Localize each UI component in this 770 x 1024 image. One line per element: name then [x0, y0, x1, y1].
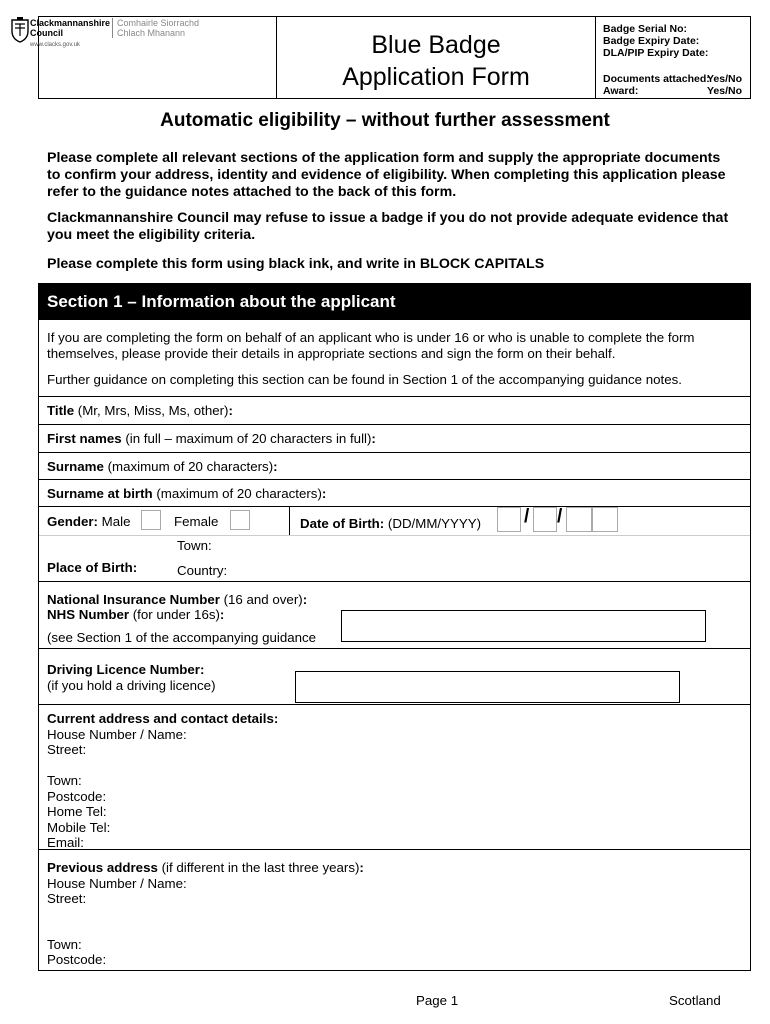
gender-male-checkbox[interactable] — [141, 510, 161, 530]
section-1-notes — [39, 320, 750, 396]
previous-town-label[interactable]: Town: — [47, 937, 82, 952]
council-logo-cell — [30, 17, 276, 98]
previous-house-label[interactable]: House Number / Name: — [47, 876, 187, 891]
current-address-label: Current address and contact details: — [47, 711, 279, 726]
award-label: Award: — [603, 85, 639, 97]
gender-label: Gender: Male — [47, 514, 131, 529]
footer-region: Scotland — [669, 993, 721, 1008]
dob-label: Date of Birth: (DD/MM/YYYY) — [300, 516, 481, 531]
gender-female-checkbox[interactable] — [230, 510, 250, 530]
email-label[interactable]: Email: — [47, 835, 84, 850]
dob-year-box-1[interactable] — [566, 507, 592, 532]
form-title-cell — [276, 17, 596, 98]
documents-attached-label: Documents attached: — [603, 73, 710, 85]
dob-month-box[interactable] — [533, 507, 557, 532]
page-number: Page 1 — [416, 993, 459, 1008]
intro-paragraph-2: Clackmannanshire Council may refuse to issue a badge if you do not provide adequate evidence that you meet the eligibility criteria. — [47, 210, 729, 243]
award-yesno: Yes/No — [706, 85, 742, 97]
surname-at-birth-field[interactable]: Surname at birth (maximum of 20 characters): — [47, 486, 327, 501]
place-of-birth-row — [39, 535, 750, 581]
section-note-1: If you are completing the form on behalf of an applicant who is under 16 or who is unable to complete the form themselves, please provide their details in appropriate sections and sign the form on their behalf. — [47, 330, 695, 361]
female-label: Female — [174, 514, 219, 529]
council-url[interactable]: www.clacks.gov.uk — [30, 42, 80, 48]
ni-number-label: National Insurance Number (16 and over): — [47, 592, 308, 607]
driving-licence-row — [39, 648, 750, 700]
driving-licence-input[interactable] — [295, 671, 680, 703]
form-title: Blue Badge Application Form — [342, 31, 530, 91]
council-crest-icon — [9, 17, 31, 43]
form-header — [30, 16, 751, 99]
driving-licence-hint: (if you hold a driving licence) — [47, 678, 216, 693]
title-row[interactable] — [39, 396, 750, 424]
section-1-heading: Section 1 – Information about the applicant — [39, 284, 750, 320]
council-name: Clackmannanshire Council — [30, 18, 111, 38]
council-gaelic-name: Comhairle Siorrachd Chlach Mhanann — [112, 18, 217, 38]
gender-dob-row — [39, 506, 750, 535]
dob-separator-2: / — [557, 506, 563, 527]
badge-serial-label: Badge Serial No: — [603, 23, 688, 35]
nhs-number-label: NHS Number (for under 16s): — [47, 607, 225, 622]
mobile-tel-label[interactable]: Mobile Tel: — [47, 820, 111, 835]
previous-street-label[interactable]: Street: — [47, 891, 87, 906]
previous-address-label: Previous address (if different in the last three years): — [47, 860, 364, 875]
previous-address-row — [39, 849, 750, 970]
previous-postcode-label[interactable]: Postcode: — [47, 952, 107, 967]
current-house-label[interactable]: House Number / Name: — [47, 727, 187, 742]
dob-separator-1: / — [524, 506, 530, 527]
place-of-birth-label: Place of Birth: — [47, 560, 138, 575]
intro-paragraph-3: Please complete this form using black ink, and write in BLOCK CAPITALS — [47, 256, 545, 272]
current-address-row — [39, 704, 750, 849]
current-postcode-label[interactable]: Postcode: — [47, 789, 107, 804]
surname-field[interactable]: Surname (maximum of 20 characters): — [47, 459, 278, 474]
country-label[interactable]: Country: — [177, 563, 228, 578]
ni-number-input[interactable] — [341, 610, 706, 642]
home-tel-label[interactable]: Home Tel: — [47, 804, 107, 819]
ni-number-row — [39, 581, 750, 648]
ni-guidance-text: (see Section 1 of the accompanying guidance — [47, 630, 317, 645]
driving-licence-label: Driving Licence Number: — [47, 662, 205, 677]
town-label[interactable]: Town: — [177, 538, 212, 553]
page-subtitle: Automatic eligibility – without further assessment — [160, 110, 610, 131]
first-names-row[interactable] — [39, 424, 750, 452]
surname-row[interactable] — [39, 452, 750, 479]
award-row — [603, 85, 742, 97]
gender-dob-divider — [289, 507, 290, 535]
dla-pip-expiry-label: DLA/PIP Expiry Date: — [603, 47, 709, 59]
section-note-2: Further guidance on completing this section can be found in Section 1 of the accompanying guidance notes. — [47, 372, 682, 387]
title-field[interactable]: Title (Mr, Mrs, Miss, Ms, other): — [47, 403, 233, 418]
badge-expiry-label: Badge Expiry Date: — [603, 35, 700, 47]
documents-yesno: Yes/No — [706, 73, 742, 85]
dob-day-box[interactable] — [497, 507, 521, 532]
current-town-label[interactable]: Town: — [47, 773, 82, 788]
current-street-label[interactable]: Street: — [47, 742, 87, 757]
intro-paragraph-1: Please complete all relevant sections of the application form and supply the appropriate documents to confirm your address, identity and evidence of eligibility. When completing this application please refer to the guidance notes attached to the back of this form. — [47, 150, 726, 200]
section-1 — [38, 283, 751, 971]
documents-attached-row — [603, 73, 742, 85]
surname-at-birth-row[interactable] — [39, 479, 750, 506]
first-names-field[interactable]: First names (in full – maximum of 20 characters in full): — [47, 431, 376, 446]
office-use-cell — [596, 17, 750, 98]
dob-year-box-2[interactable] — [592, 507, 618, 532]
